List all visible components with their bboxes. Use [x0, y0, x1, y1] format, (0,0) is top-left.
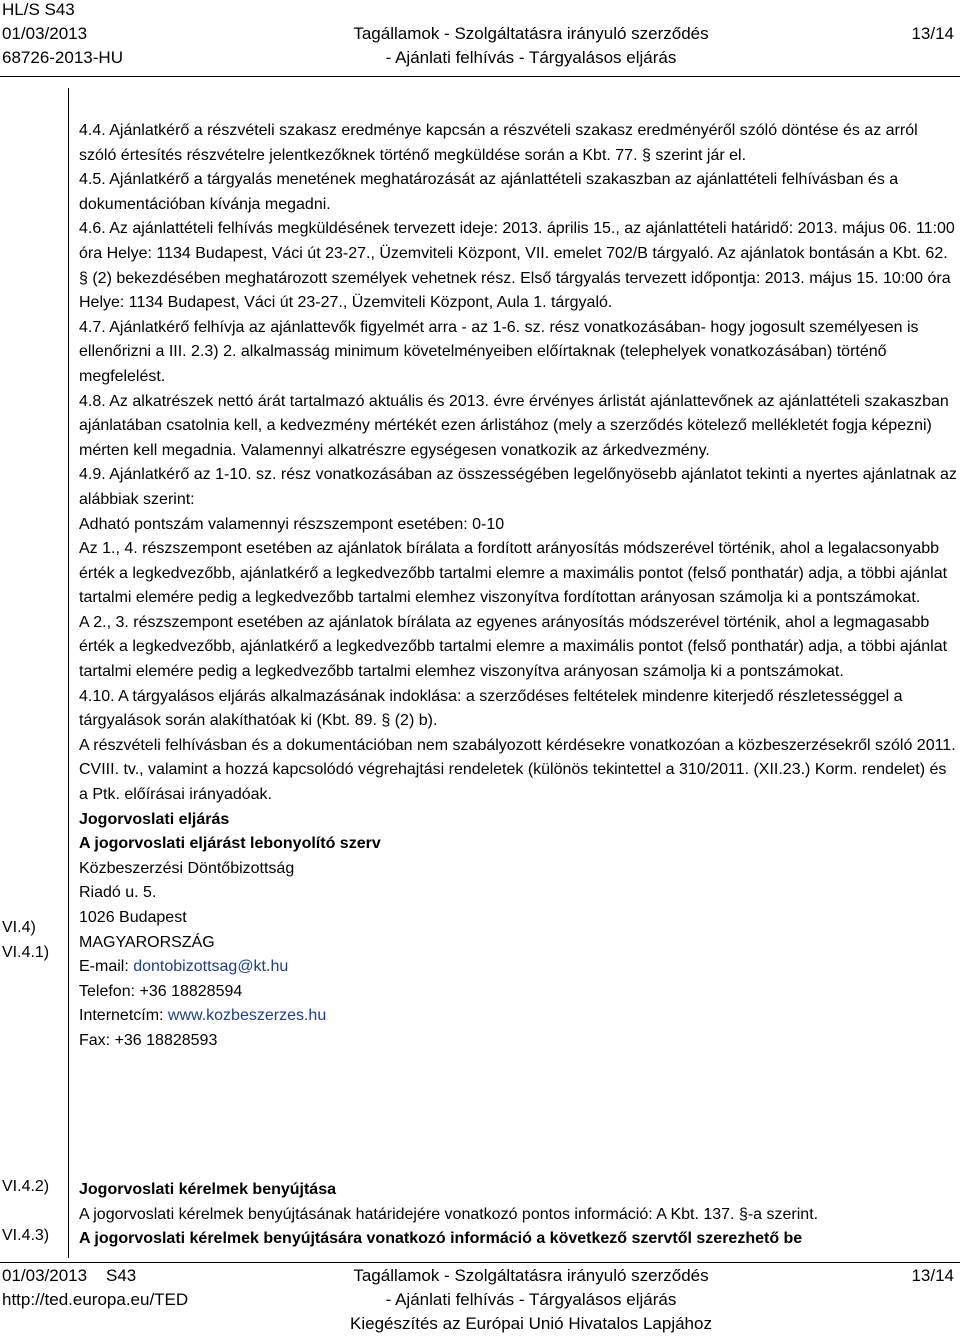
- review-body-city: 1026 Budapest: [79, 909, 187, 926]
- email-label: E-mail:: [79, 958, 134, 976]
- paragraph-4-5: 4.5. Ajánlatkérő a tárgyalás menetének meghatározását az ajánlattételi szakaszban az ajánlattételi felhívásban és a dokumentációban kívánja megadni.: [79, 171, 899, 213]
- footer-title-line3: Kiegészítés az Európai Unió Hivatalos Lapjához: [350, 1314, 712, 1333]
- review-body-fax: Fax: +36 18828593: [79, 1031, 218, 1049]
- section-title-vi4: Jogorvoslati eljárás: [79, 810, 230, 828]
- section-num-vi43: VI.4.3): [2, 1227, 50, 1244]
- paragraph-4-4: 4.4. Ajánlatkérő a részvételi szakasz eredménye kapcsán a részvételi szakasz eredményéről szóló döntése és az arról szóló értesítés részvételre jelentkezőknek történő megküldése során a Kbt. 77. § szerint jár el.: [79, 122, 918, 164]
- section-title-vi42: Jogorvoslati kérelmek benyújtása: [79, 1181, 336, 1198]
- paragraph-4-6: 4.6. Az ajánlattételi felhívás megküldésének tervezett ideje: 2013. április 15., az ajánlattételi határidő: 2013. május 06. 11:00 óra Helye: 1134 Budapest, Váci út 23-27., Üzemviteli Központ, VII. emelet 702/B tárgyaló. Az ajánlatok bontásán a Kbt. 62. § (2) bekezdésében meghatározott személyek vehetnek rész. Első tárgyalás tervezett időpontja: 2013. május 15. 10:00 óra Helye: 1134 Budapest, Váci út 23-27., Üzemviteli Központ, Aula 1. tárgyaló.: [79, 220, 955, 312]
- margin-rule: [68, 88, 69, 1258]
- header-title-line1: Tagállamok - Szolgáltatásra irányuló szerződés: [353, 24, 709, 43]
- paragraph-criteria-1-4: Az 1., 4. részszempont esetében az ajánlatok bírálata a fordított arányosítás módszerével történik, ahol a legalacsonyabb érték a legkedvezőbb, ajánlatkérő a legkedvezőbb tartalmi elemre a maximális pontot (felső ponthatár) adja, a többi ajánlat tartalmi elemére pedig a legkedvezőbb tartalmi elemhez viszonyítva fordítottan arányosan számolja ki a pontszámokat.: [79, 540, 948, 607]
- footer-date-code: 01/03/2013 S43: [2, 1266, 137, 1285]
- header-page-number: 13/14: [911, 24, 954, 43]
- review-body-web-row: [79, 1004, 957, 1029]
- section-vi42-block: [79, 1178, 957, 1252]
- section-title-vi43: A jogorvoslati kérelmek benyújtására vonatkozó információ a következő szervtől szerezhető be: [79, 1230, 803, 1248]
- footer-title-line1: Tagállamok - Szolgáltatásra irányuló szerződés: [353, 1266, 709, 1285]
- paragraph-applicable-law: A részvételi felhívásban és a dokumentációban nem szabályozott kérdésekre vonatkozóan a közbeszerzésekről szóló 2011. CVIII. tv., valamint a hozzá kapcsolódó végrehajtási rendeletek (különös tekintettel a 310/2011. (XII.23.) Korm. rendelet) és a Ptk. előírásai irányadóak.: [79, 736, 956, 804]
- paragraph-criteria-2-3: A 2., 3. részszempont esetében az ajánlatok bírálata az egyenes arányosítás módszerével történik, ahol a legmagasabb érték a legkedvezőbb, ajánlatkérő a legkedvezőbb tartalmi elemre a maximális pontot (felső ponthatár) adja, a többi ajánlat tartalmi elemére pedig a legkedvezőbb tartalmi elemhez viszonyítva arányosan számolja ki a pontszámokat.: [79, 613, 948, 681]
- footer-page-number: 13/14: [911, 1266, 954, 1285]
- footer-url[interactable]: http://ted.europa.eu/TED: [2, 1290, 189, 1309]
- paragraph-4-9: 4.9. Ajánlatkérő az 1-10. sz. rész vonatkozásában az összességében legelőnyösebb ajánlatot tekinti a nyertes ajánlatnak az alábbiak szerint:: [79, 466, 957, 508]
- email-link[interactable]: dontobizottsag@kt.hu: [133, 958, 289, 976]
- paragraph-score-range: Adható pontszám valamennyi részszempont esetében: 0-10: [79, 515, 505, 533]
- footer-divider: [0, 1262, 960, 1263]
- section-num-vi42: VI.4.2): [2, 1178, 50, 1195]
- paragraph-4-10: 4.10. A tárgyalásos eljárás alkalmazásának indoklása: a szerződéses feltételek mindenre kiterjedő részletességgel a tárgyalások során alakíthatóak ki (Kbt. 89. § (2) b).: [79, 687, 903, 730]
- header-title-line2: - Ajánlati felhívás - Tárgyalásos eljárás: [385, 48, 677, 67]
- review-body-name: Közbeszerzési Döntőbizottság: [79, 859, 295, 877]
- header-notice-id: 68726-2013-HU: [2, 48, 123, 67]
- section-title-vi41: A jogorvoslati eljárást lebonyolító szerv: [79, 835, 381, 853]
- paragraph-4-7: 4.7. Ajánlatkérő felhívja az ajánlattevők figyelmét arra - az 1-6. sz. rész vonatkozásában- hogy jogosult személyesen is ellenőrizni a III. 2.3) 2. alkalmasság minimum követelményeiben előírtaknak (telephelyek vonatkozásában) történő megfelelést.: [79, 318, 919, 385]
- review-body-phone: Telefon: +36 18828594: [79, 982, 243, 1000]
- header-code: HL/S S43: [2, 0, 75, 19]
- review-body-country: MAGYARORSZÁG: [79, 933, 215, 951]
- review-body-email-row: [79, 955, 957, 980]
- section-num-vi41: VI.4.1): [2, 944, 50, 961]
- section-num-vi4: VI.4): [2, 919, 36, 936]
- web-link[interactable]: www.kozbeszerzes.hu: [167, 1007, 327, 1025]
- footer-title-line2: - Ajánlati felhívás - Tárgyalásos eljárás: [385, 1290, 677, 1309]
- review-body-street: Riadó u. 5.: [79, 884, 157, 902]
- footer-title: [300, 1264, 762, 1336]
- page-header: [0, 0, 960, 74]
- header-divider: [0, 76, 960, 77]
- section-vi42-text: A jogorvoslati kérelmek benyújtásának határidejére vonatkozó pontos információ: A Kbt. 137. §-a szerint.: [79, 1205, 819, 1223]
- footer-meta: [2, 1264, 188, 1312]
- paragraph-4-8: 4.8. Az alkatrészek nettó árát tartalmazó aktuális és 2013. évre érvényes árlistát ajánlattevőnek az ajánlattételi szakaszban ajánlatában csatolnia kell, a kedvezmény mértékét ezen árlistához (mely a szerződés kötelező mellékletét fogja képezni) mérten kell megadnia. Valamennyi alkatrészre egységesen vonatkozik az árkedvezmény.: [79, 392, 949, 459]
- header-date: 01/03/2013: [2, 24, 88, 43]
- web-label: Internetcím:: [79, 1007, 168, 1025]
- header-meta: [2, 0, 123, 70]
- document-body: [79, 119, 957, 1054]
- header-title: [346, 22, 716, 70]
